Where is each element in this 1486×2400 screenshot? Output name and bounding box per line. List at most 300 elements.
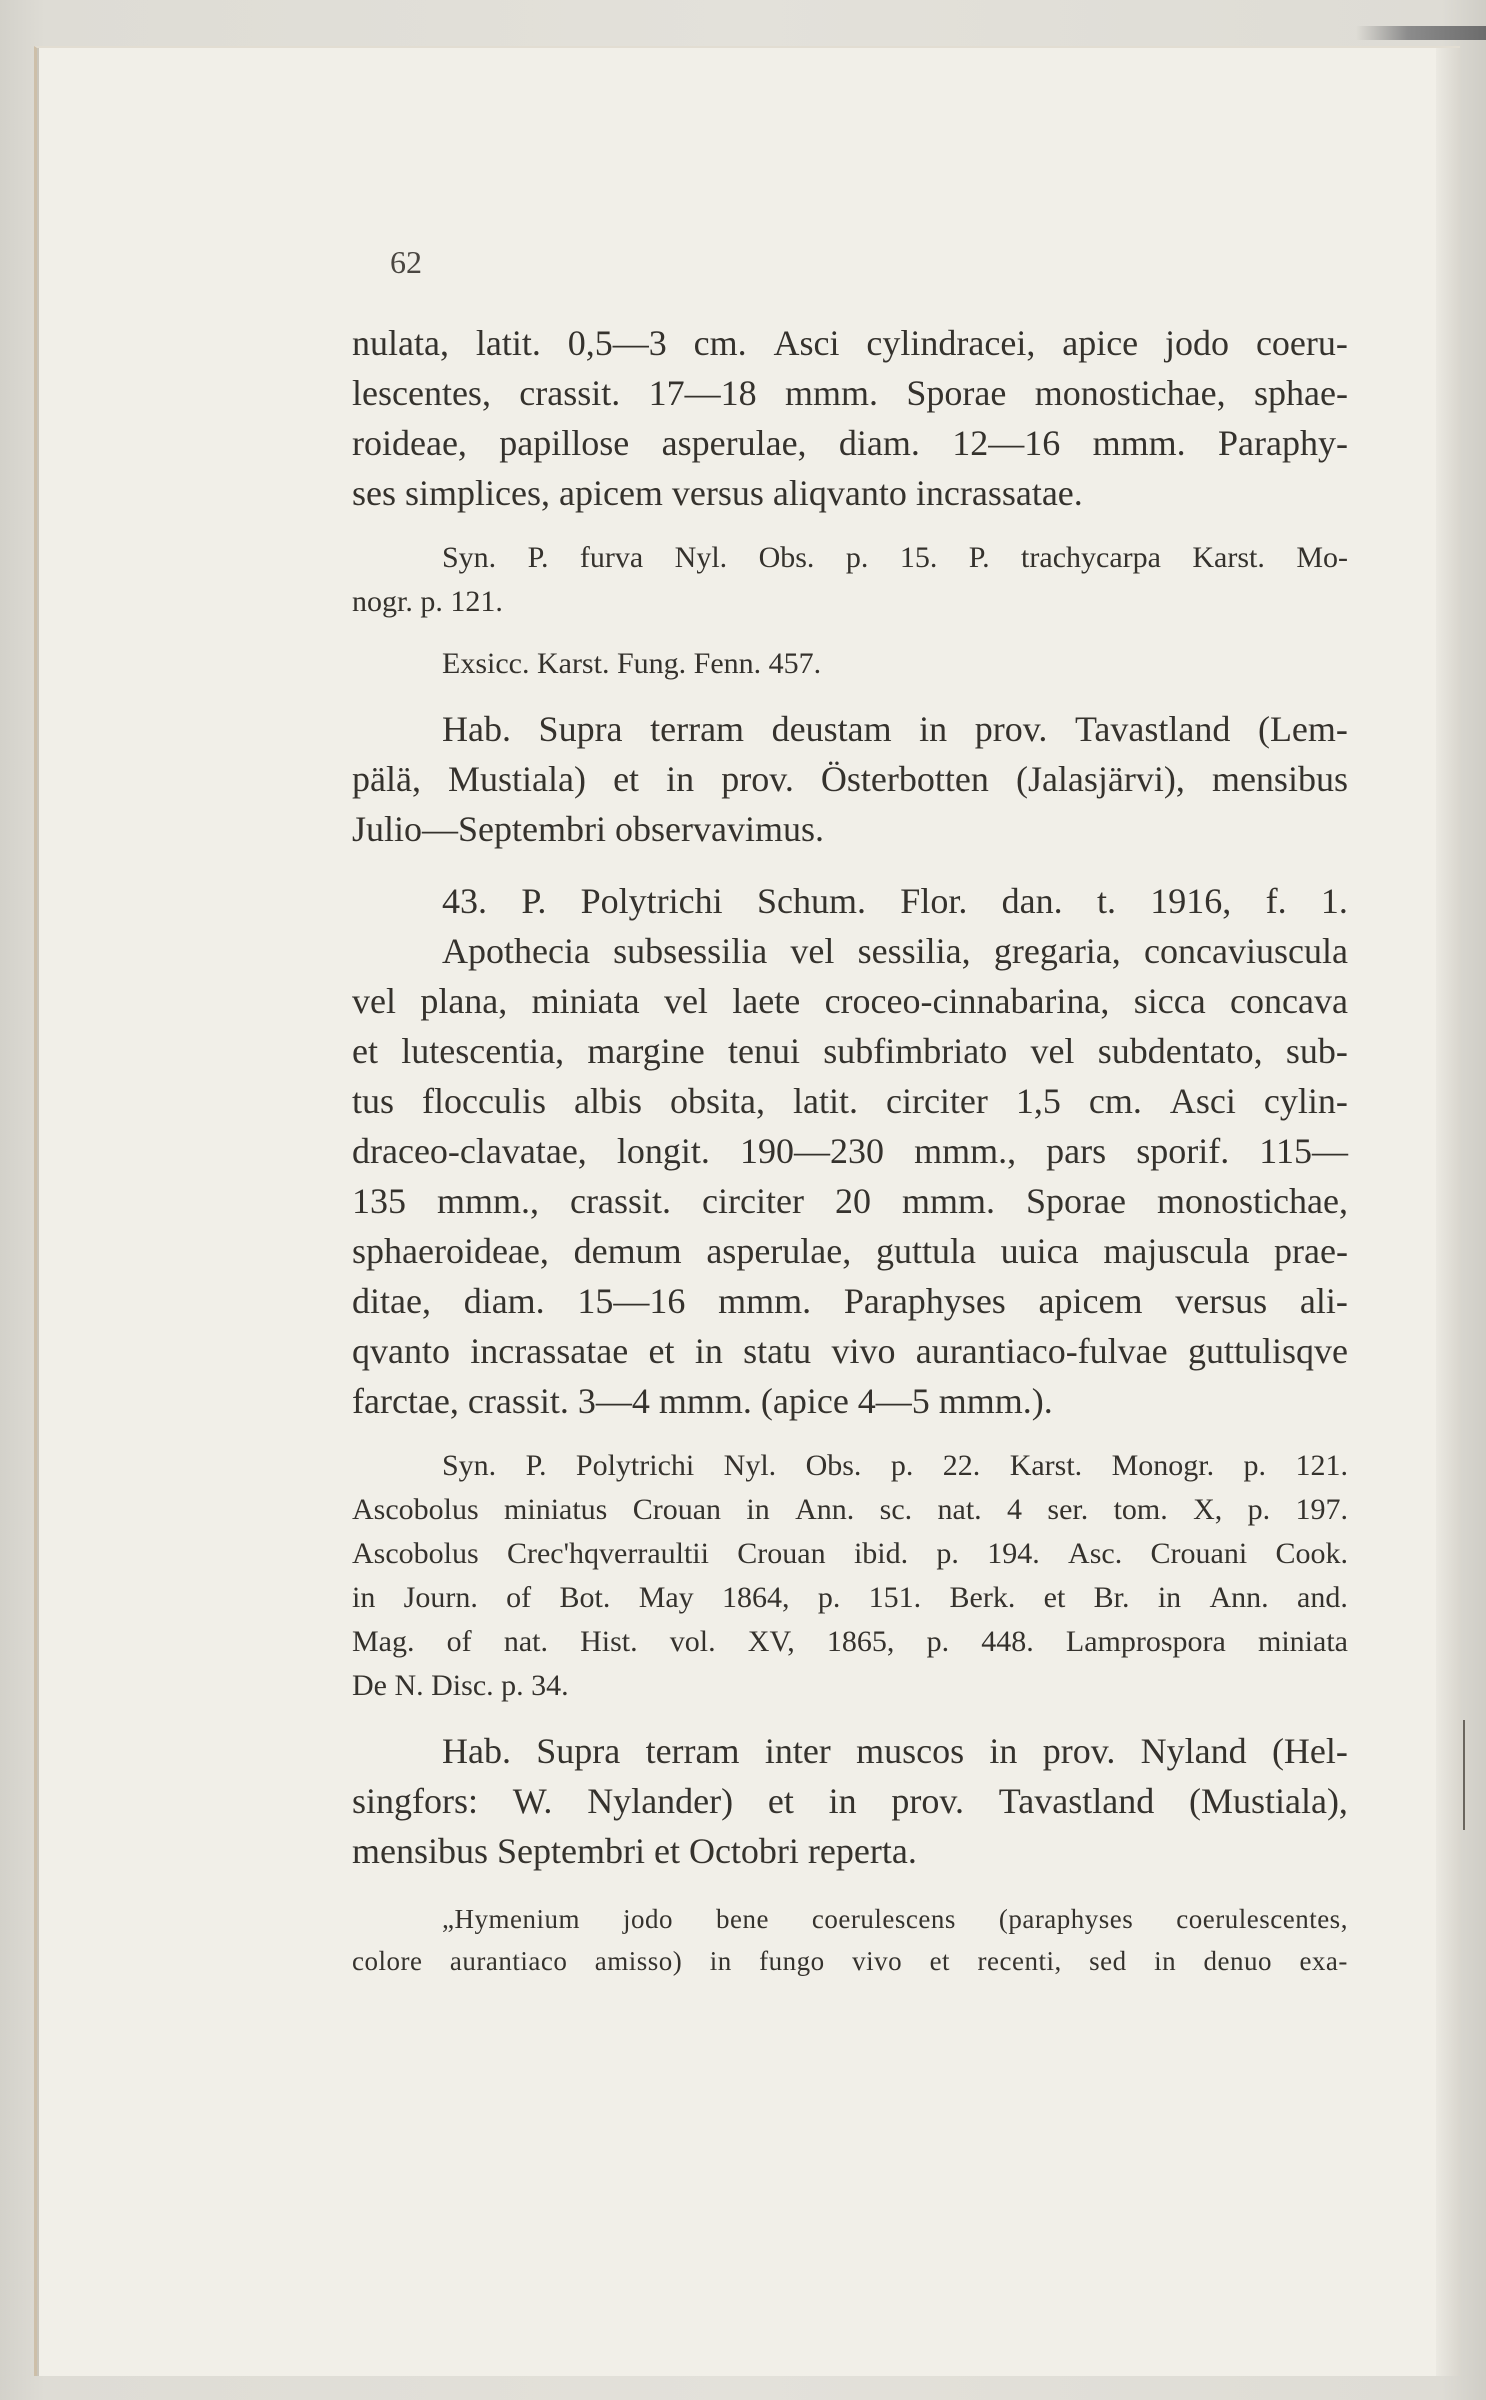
word: colore: [352, 1946, 423, 1976]
word: of: [506, 1581, 532, 1614]
word: Asci: [1169, 1081, 1236, 1121]
word: subfimbriato: [823, 1031, 1008, 1071]
word: (Hel-: [1271, 1731, 1348, 1771]
word: sed: [1089, 1946, 1127, 1976]
word: 4: [1007, 1493, 1023, 1526]
text-line: [352, 1026, 1348, 1076]
word: et: [613, 759, 640, 799]
word: gregaria,: [993, 931, 1121, 971]
text-line: [352, 1126, 1348, 1176]
word: trachycarpa: [1021, 541, 1161, 574]
word: Karst.: [1192, 541, 1265, 574]
word: diam.: [838, 423, 920, 463]
word: in: [919, 709, 948, 749]
line-text: [352, 1026, 1348, 1076]
word: recenti,: [977, 1946, 1062, 1976]
word: laete: [732, 981, 801, 1021]
word: Syn.: [442, 1449, 497, 1482]
text-block-b6: [352, 1444, 1348, 1708]
word: sporif.: [1136, 1131, 1230, 1171]
word: Schum.: [756, 881, 866, 921]
word: pälä,: [352, 759, 421, 799]
word: Apothecia: [442, 931, 590, 971]
text-line: [352, 468, 1348, 518]
word: 0,5—3: [567, 323, 667, 363]
word: cylindracei,: [866, 323, 1036, 363]
word: prov.: [974, 709, 1048, 749]
word: 190—230: [739, 1131, 884, 1171]
line-text: [352, 1226, 1348, 1276]
word: denuo: [1203, 1946, 1273, 1976]
word: 22.: [942, 1449, 981, 1482]
word: Karst.: [1009, 1449, 1083, 1482]
block-gap: [352, 1876, 1348, 1898]
word: X,: [1193, 1493, 1223, 1526]
word: Nyland: [1140, 1731, 1247, 1771]
word: uuica: [1000, 1231, 1079, 1271]
word: 194.: [987, 1537, 1040, 1570]
word: Bot.: [559, 1581, 611, 1614]
word: t.: [1096, 881, 1116, 921]
word: Crouan: [737, 1537, 826, 1570]
word: vel: [1030, 1031, 1075, 1071]
text-line: [352, 876, 1348, 926]
word: tenui: [727, 1031, 800, 1071]
word: roideae,: [352, 423, 467, 463]
block-gap: [352, 624, 1348, 642]
word: 115—: [1259, 1131, 1348, 1171]
line-text: [352, 1326, 1348, 1376]
word: et: [929, 1946, 951, 1976]
word: in: [352, 1581, 376, 1614]
text-line: [352, 1776, 1348, 1826]
word: prov.: [721, 759, 794, 799]
word: p.: [1243, 1449, 1267, 1482]
word: cm.: [693, 323, 747, 363]
word: vel: [352, 981, 396, 1021]
text-line: [352, 1488, 1348, 1532]
word: mmm.: [901, 1181, 995, 1221]
word: versus: [1175, 1281, 1268, 1321]
word: Polytrichi: [580, 881, 723, 921]
word: draceo-clavatae,: [352, 1131, 587, 1171]
word: guttulisqve: [1187, 1331, 1348, 1371]
word: 15.: [899, 541, 938, 574]
text-line: [352, 1326, 1348, 1376]
word: in: [666, 759, 695, 799]
word: of: [446, 1625, 472, 1658]
line-text: [352, 1532, 1348, 1576]
word: prov.: [1042, 1731, 1116, 1771]
word: guttula: [875, 1231, 976, 1271]
word: Polytrichi: [575, 1449, 695, 1482]
text-line: [352, 1726, 1348, 1776]
word: singfors:: [352, 1781, 478, 1821]
text-line: [352, 1940, 1348, 1982]
line-text: [352, 368, 1348, 418]
word: (Mustiala),: [1188, 1781, 1348, 1821]
text-line: [352, 1620, 1348, 1664]
text-column: [352, 318, 1348, 1982]
line-text: [442, 926, 1348, 976]
word: XV,: [747, 1625, 795, 1658]
text-line: [352, 642, 1348, 686]
word: diam.: [463, 1281, 545, 1321]
page-edge-shadow: [1436, 48, 1460, 2376]
word: 135: [352, 1181, 406, 1221]
line-text: Exsicc. Karst. Fung. Fenn. 457.: [442, 647, 822, 680]
word: Ann.: [1209, 1581, 1269, 1614]
word: prae-: [1274, 1231, 1348, 1271]
line-text: [352, 418, 1348, 468]
word: ser.: [1047, 1493, 1089, 1526]
text-line: [352, 1532, 1348, 1576]
word: 17—18: [648, 373, 757, 413]
word: and.: [1297, 1581, 1348, 1614]
word: apicem: [1038, 1281, 1143, 1321]
line-text: nogr. p. 121.: [352, 585, 503, 618]
word: P.: [525, 1449, 547, 1482]
word: demum: [573, 1231, 682, 1271]
text-line: [352, 1898, 1348, 1940]
word: vivo: [831, 1331, 896, 1371]
word: Ann.: [795, 1493, 855, 1526]
word: Österbotten: [820, 759, 989, 799]
word: deustam: [771, 709, 892, 749]
word: asperulae,: [706, 1231, 852, 1271]
word: circiter: [885, 1081, 988, 1121]
word: in: [828, 1781, 857, 1821]
word: Syn.: [442, 541, 497, 574]
word: tus: [352, 1081, 395, 1121]
word: Crouan: [632, 1493, 722, 1526]
word: papillose: [499, 423, 630, 463]
line-text: [352, 1276, 1348, 1326]
line-text: [352, 318, 1348, 368]
word: monostichae,: [1157, 1181, 1348, 1221]
word: mmm.: [1092, 423, 1186, 463]
word: mmm.,: [437, 1181, 540, 1221]
line-text: [352, 1576, 1348, 1620]
word: mensibus: [1211, 759, 1348, 799]
word: p.: [936, 1537, 959, 1570]
text-line: [352, 580, 1348, 624]
word: Paraphyses: [843, 1281, 1006, 1321]
word: coerulescentes,: [1176, 1904, 1348, 1934]
word: (paraphyses: [998, 1904, 1134, 1934]
word: May: [638, 1581, 694, 1614]
word: Nyl.: [674, 541, 728, 574]
line-text: [442, 1898, 1348, 1940]
word: margine: [587, 1031, 705, 1071]
word: Ascobolus: [352, 1537, 479, 1570]
word: in: [1157, 1581, 1182, 1614]
word: miniata: [1258, 1625, 1348, 1658]
line-text: [352, 1488, 1348, 1532]
line-text: [442, 1726, 1348, 1776]
text-line: [352, 1176, 1348, 1226]
word: Mo-: [1296, 541, 1348, 574]
word: mmm.,: [914, 1131, 1017, 1171]
word: concaviuscula: [1144, 931, 1348, 971]
word: nat.: [937, 1493, 982, 1526]
word: subsessilia: [613, 931, 768, 971]
word: obsita,: [669, 1081, 765, 1121]
word: dan.: [1001, 881, 1063, 921]
word: ali-: [1299, 1281, 1348, 1321]
word: prov.: [891, 1781, 965, 1821]
text-line: [352, 1444, 1348, 1488]
word: P.: [521, 881, 547, 921]
word: 448.: [981, 1625, 1034, 1658]
block-gap: [352, 686, 1348, 704]
text-line: [352, 1826, 1348, 1876]
word: sicca: [1133, 981, 1206, 1021]
word: latit.: [792, 1081, 858, 1121]
text-block-b8: [352, 1898, 1348, 1982]
word: plana,: [420, 981, 508, 1021]
word: Tavastland: [1074, 709, 1231, 749]
word: et: [648, 1331, 675, 1371]
word: statu: [743, 1331, 812, 1371]
word: 1864,: [722, 1581, 790, 1614]
word: 12—16: [952, 423, 1061, 463]
word: in: [709, 1946, 732, 1976]
word: longit.: [616, 1131, 710, 1171]
word: p.: [845, 541, 869, 574]
word: vol.: [669, 1625, 716, 1658]
word: 1916,: [1150, 881, 1232, 921]
word: aurantiaco: [449, 1946, 568, 1976]
text-line: [352, 318, 1348, 368]
text-line: [352, 1664, 1348, 1708]
word: muscos: [856, 1731, 965, 1771]
word: in: [989, 1731, 1018, 1771]
text-line: [352, 926, 1348, 976]
word: inter: [764, 1731, 831, 1771]
line-text: De N. Disc. p. 34.: [352, 1669, 569, 1702]
block-gap: [352, 1426, 1348, 1444]
line-text: [442, 1444, 1348, 1488]
text-line: [352, 1276, 1348, 1326]
word: vivo: [852, 1946, 903, 1976]
word: nulata,: [352, 323, 449, 363]
word: ditae,: [352, 1281, 431, 1321]
word: in: [694, 1331, 723, 1371]
word: cylin-: [1263, 1081, 1348, 1121]
word: Cook.: [1275, 1537, 1348, 1570]
word: nat.: [503, 1625, 548, 1658]
word: Supra: [538, 709, 623, 749]
word: monostichae,: [1034, 373, 1226, 413]
word: lescentes,: [352, 373, 491, 413]
line-text: [352, 1776, 1348, 1826]
word: lutescentia,: [401, 1031, 565, 1071]
scanner-edge-mark: [1356, 26, 1486, 40]
word: 151.: [868, 1581, 922, 1614]
word: Journ.: [403, 1581, 478, 1614]
word: in: [1154, 1946, 1177, 1976]
line-text: [442, 704, 1348, 754]
word: Obs.: [758, 541, 815, 574]
word: Ascobolus: [352, 1493, 479, 1526]
word: latit.: [475, 323, 541, 363]
word: et: [767, 1781, 794, 1821]
text-line: [352, 368, 1348, 418]
word: P.: [968, 541, 990, 574]
word: exa-: [1299, 1946, 1348, 1976]
word: sub-: [1285, 1031, 1348, 1071]
word: sc.: [879, 1493, 913, 1526]
word: Berk.: [949, 1581, 1016, 1614]
word: p.: [926, 1625, 950, 1658]
page-number: 62: [390, 244, 422, 280]
text-block-b5: [352, 876, 1348, 1426]
word: p.: [1247, 1493, 1271, 1526]
word: albis: [573, 1081, 642, 1121]
word: Br.: [1093, 1581, 1130, 1614]
word: Crec'hqverraultii: [506, 1537, 709, 1570]
word: croceo-cinnabarina,: [824, 981, 1110, 1021]
text-line: [352, 1226, 1348, 1276]
word: asperulae,: [661, 423, 807, 463]
text-block-b7: [352, 1726, 1348, 1876]
word: P.: [527, 541, 549, 574]
word: majuscula: [1103, 1231, 1250, 1271]
text-line: [352, 1576, 1348, 1620]
word: p.: [890, 1449, 914, 1482]
word: jodo: [622, 1904, 673, 1934]
block-gap: [352, 518, 1348, 536]
word: 1.: [1320, 881, 1348, 921]
text-line: [352, 418, 1348, 468]
text-line: [352, 1076, 1348, 1126]
word: Sporae: [1026, 1181, 1126, 1221]
line-text: farctae, crassit. 3—4 mmm. (apice 4—5 mmm.).: [352, 1381, 1053, 1421]
line-text: [352, 976, 1348, 1026]
word: ibid.: [853, 1537, 909, 1570]
word: „Hymenium: [442, 1904, 580, 1934]
line-text: [442, 876, 1348, 926]
word: mmm.: [718, 1281, 812, 1321]
text-line: [352, 536, 1348, 580]
word: pars: [1046, 1131, 1107, 1171]
word: Nylander): [587, 1781, 734, 1821]
line-text: [352, 1076, 1348, 1126]
word: Hist.: [580, 1625, 638, 1658]
word: 15—16: [577, 1281, 686, 1321]
line-text: [352, 1176, 1348, 1226]
word: vel: [790, 931, 835, 971]
word: Supra: [536, 1731, 621, 1771]
line-text: [442, 536, 1348, 580]
word: Hab.: [442, 709, 511, 749]
line-text: ses simplices, apicem versus aliqvanto incrassatae.: [352, 473, 1083, 513]
word: 1,5: [1015, 1081, 1061, 1121]
word: terram: [645, 1731, 740, 1771]
word: 197.: [1295, 1493, 1348, 1526]
word: Asci: [773, 323, 840, 363]
text-block-b3: [352, 642, 1348, 686]
word: flocculis: [422, 1081, 546, 1121]
word: Nyl.: [723, 1449, 777, 1482]
word: et: [352, 1031, 378, 1071]
word: p.: [817, 1581, 841, 1614]
word: tom.: [1113, 1493, 1168, 1526]
word: 121.: [1295, 1449, 1348, 1482]
text-line: [352, 704, 1348, 754]
word: W.: [512, 1781, 553, 1821]
text-block-b2: [352, 536, 1348, 624]
word: Sporae: [906, 373, 1007, 413]
word: concava: [1230, 981, 1348, 1021]
line-text: [352, 1940, 1348, 1982]
word: bene: [715, 1904, 769, 1934]
word: aurantiaco-fulvae: [915, 1331, 1168, 1371]
text-line: [352, 976, 1348, 1026]
word: terram: [650, 709, 745, 749]
word: in: [746, 1493, 770, 1526]
word: 1865,: [826, 1625, 895, 1658]
line-text: mensibus Septembri et Octobri reperta.: [352, 1831, 917, 1871]
word: Hab.: [442, 1731, 511, 1771]
word: incrassatae: [470, 1331, 629, 1371]
word: miniata: [531, 981, 640, 1021]
word: qvanto: [352, 1331, 450, 1371]
word: circiter: [702, 1181, 804, 1221]
word: Obs.: [805, 1449, 862, 1482]
text-block-b4: [352, 704, 1348, 854]
word: (Jalasjärvi),: [1015, 759, 1185, 799]
line-text: [352, 1620, 1348, 1664]
word: furva: [579, 541, 644, 574]
word: apice: [1062, 323, 1139, 363]
block-gap: [352, 1708, 1348, 1726]
word: subdentato,: [1097, 1031, 1263, 1071]
word: f.: [1265, 881, 1287, 921]
line-text: [352, 754, 1348, 804]
word: miniatus: [504, 1493, 608, 1526]
word: Flor.: [900, 881, 968, 921]
text-line: [352, 754, 1348, 804]
word: coeru-: [1255, 323, 1348, 363]
word: crassit.: [519, 373, 621, 413]
word: Asc.: [1068, 1537, 1123, 1570]
line-text: Julio—Septembri observavimus.: [352, 809, 824, 849]
word: 20: [834, 1181, 871, 1221]
word: (Lem-: [1257, 709, 1348, 749]
text-block-b1: [352, 318, 1348, 518]
block-gap: [352, 854, 1348, 876]
word: Mag.: [352, 1625, 415, 1658]
word: Monogr.: [1111, 1449, 1215, 1482]
word: Tavastland: [998, 1781, 1155, 1821]
text-line: [352, 804, 1348, 854]
word: sessilia,: [857, 931, 971, 971]
text-line: [352, 1376, 1348, 1426]
word: vel: [663, 981, 708, 1021]
word: crassit.: [570, 1181, 672, 1221]
word: mmm.: [784, 373, 878, 413]
word: amisso): [594, 1946, 683, 1976]
word: cm.: [1088, 1081, 1142, 1121]
word: Lamprospora: [1065, 1625, 1226, 1658]
word: Paraphy-: [1218, 423, 1348, 463]
word: jodo: [1165, 323, 1230, 363]
word: Crouani: [1150, 1537, 1248, 1570]
margin-pencil-mark: [1463, 1720, 1465, 1830]
word: sphae-: [1254, 373, 1348, 413]
